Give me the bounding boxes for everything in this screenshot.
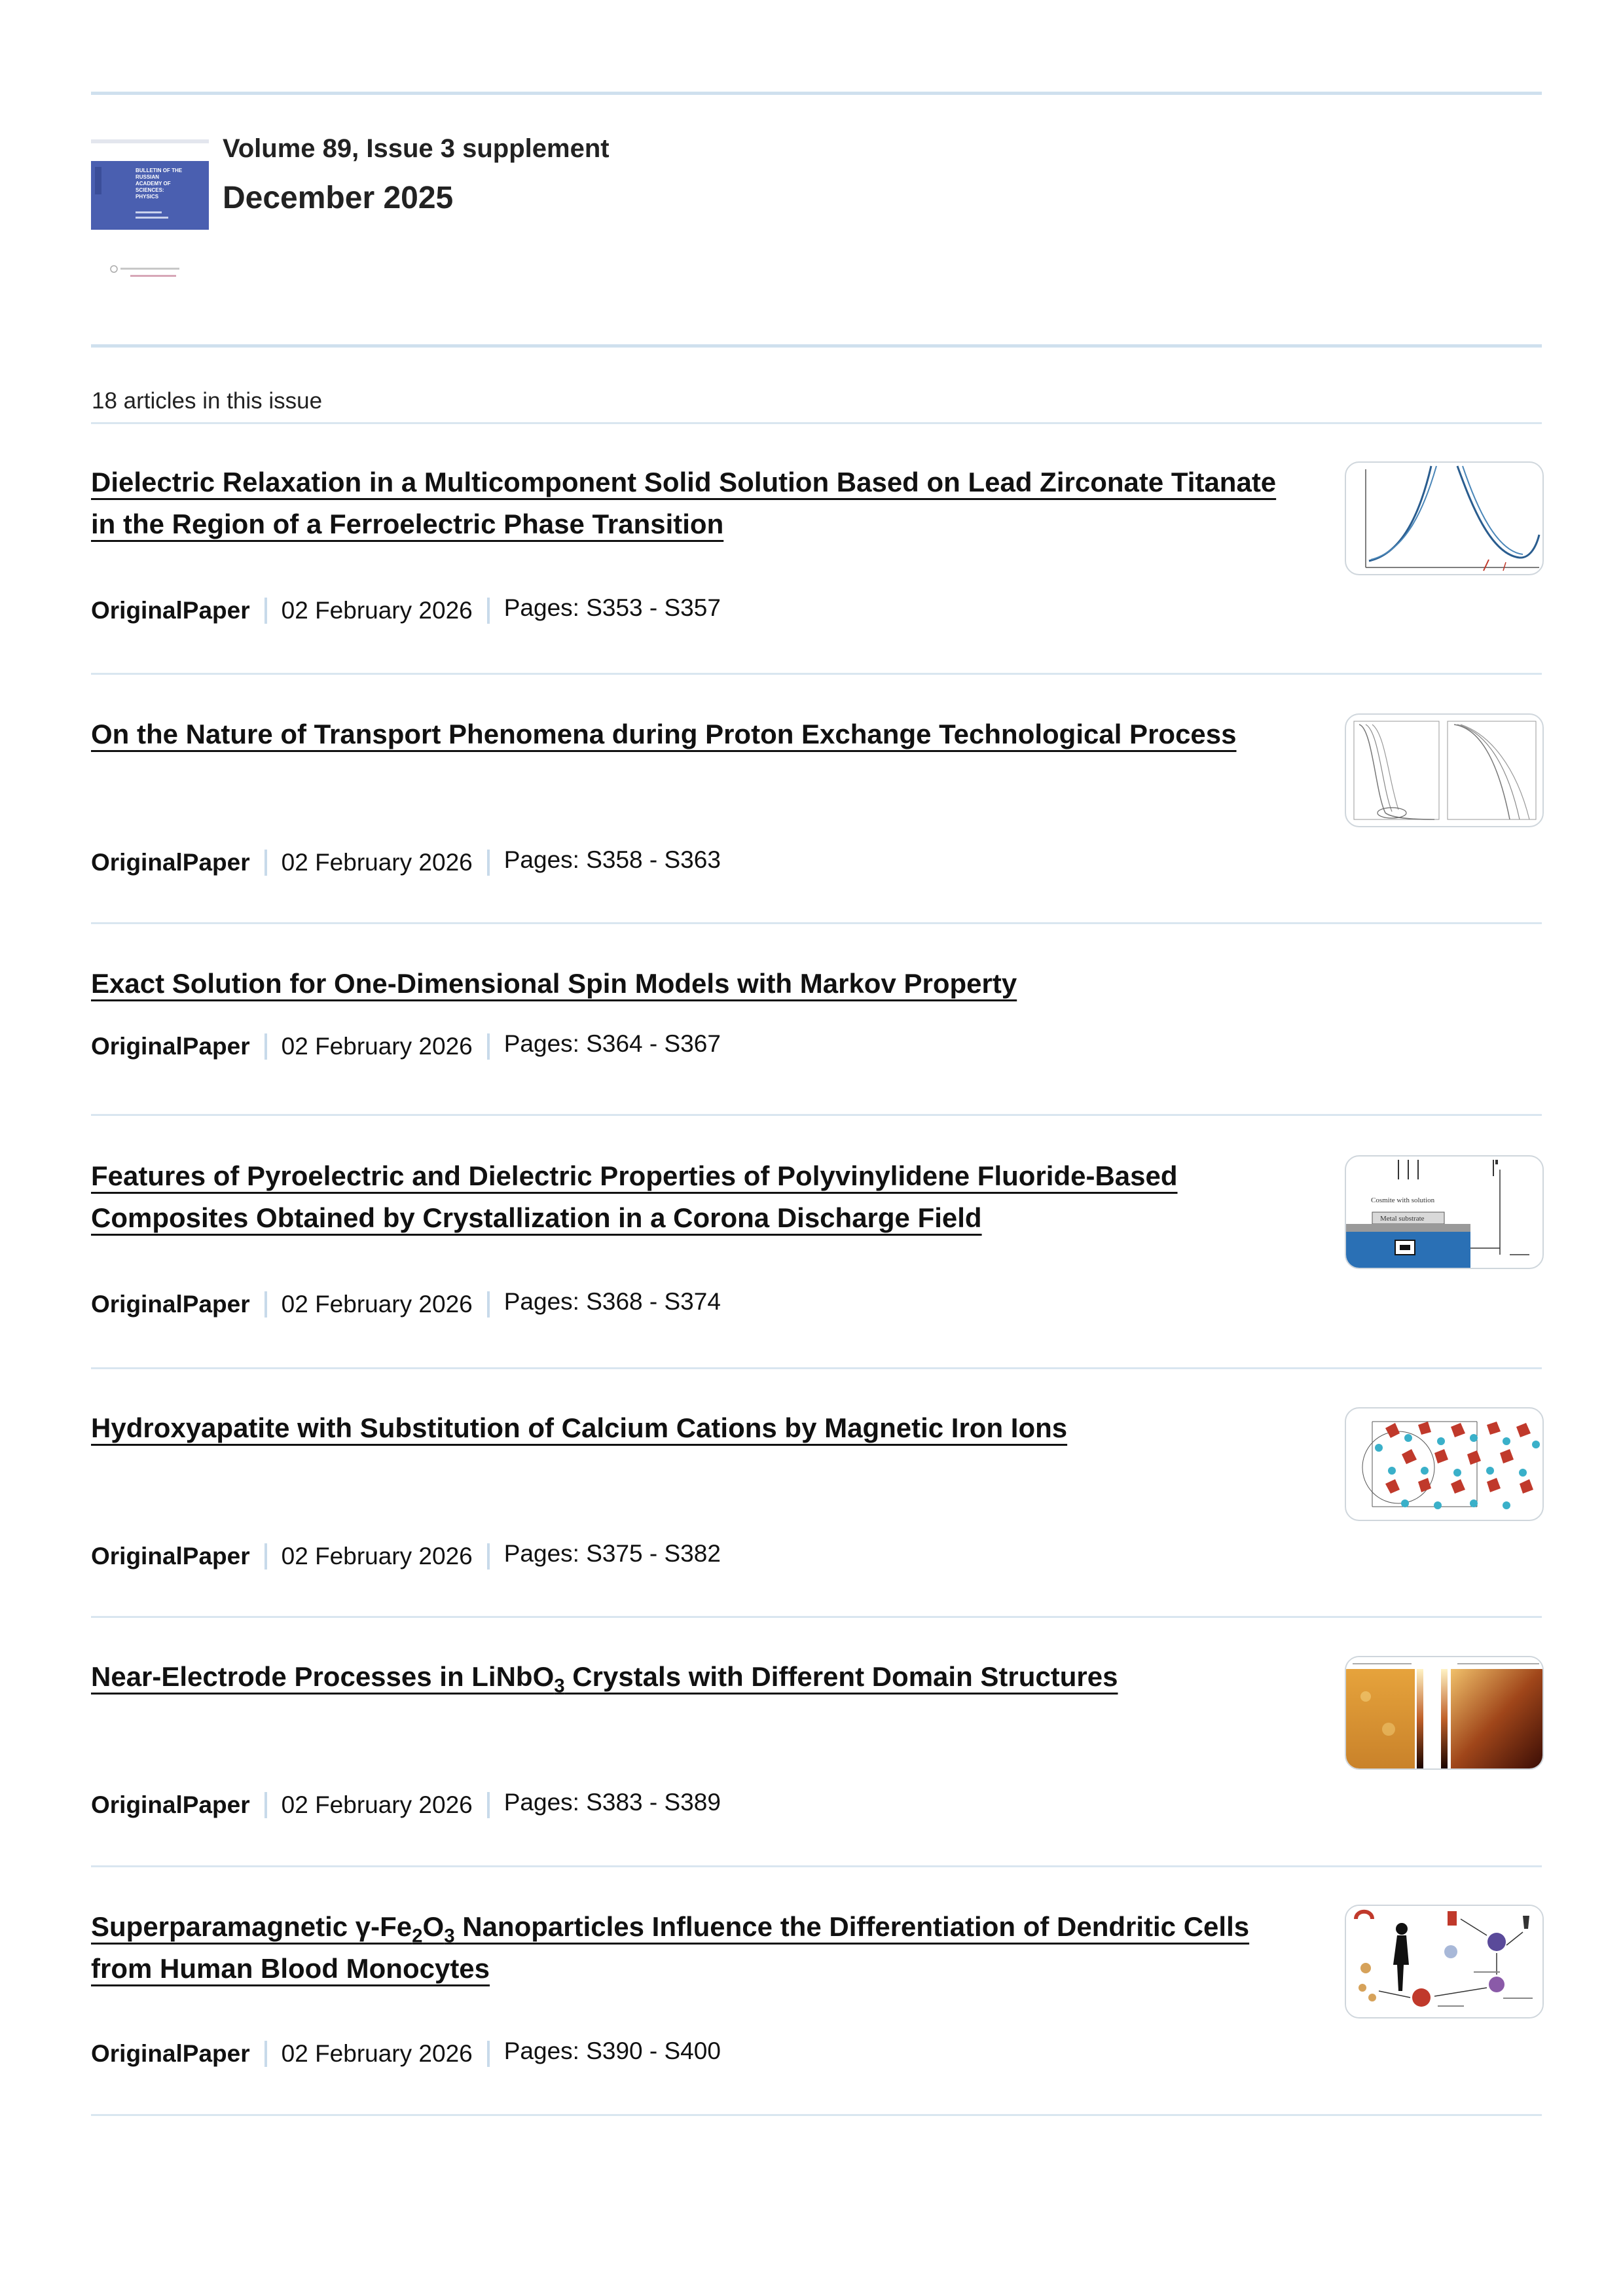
list-divider bbox=[91, 922, 1542, 924]
article-pages: Pages: S364 - S367 bbox=[503, 1030, 721, 1057]
cover-title-line: RUSSIAN bbox=[136, 174, 160, 180]
title-text: Superparamagnetic γ-Fe bbox=[91, 1911, 412, 1942]
article-title-link[interactable]: Features of Pyroelectric and Dielectric Properties of Polyvinylidene Fluoride-Based Composites Obtained by Crystallization in a Corona Discharge Field bbox=[91, 1160, 1178, 1233]
article-title bbox=[91, 1906, 1296, 1990]
article-title-link[interactable] bbox=[91, 1661, 1118, 1697]
list-divider bbox=[91, 1367, 1542, 1369]
article-meta bbox=[91, 1288, 721, 1318]
cover-title-line: SCIENCES: bbox=[136, 187, 164, 193]
title-text: Nanoparticles Influence the Differentiation of Dendritic Cells from Human Blood Monocytes bbox=[91, 1911, 1250, 1984]
article-thumbnail[interactable] bbox=[1345, 1656, 1544, 1770]
meta-separator bbox=[264, 1033, 267, 1060]
article-type: OriginalPaper bbox=[91, 849, 250, 876]
list-divider bbox=[91, 673, 1542, 675]
title-subscript: 2 bbox=[412, 1925, 423, 1947]
article-title bbox=[91, 1407, 1296, 1449]
header-divider bbox=[91, 344, 1542, 348]
list-divider bbox=[91, 1865, 1542, 1867]
article-pages: Pages: S358 - S363 bbox=[503, 846, 721, 873]
meta-separator bbox=[264, 1291, 267, 1318]
meta-separator bbox=[264, 1792, 267, 1818]
title-subscript: 3 bbox=[554, 1675, 565, 1697]
cover-title-line: PHYSICS bbox=[136, 194, 159, 200]
meta-separator bbox=[487, 1033, 490, 1060]
article-pages: Pages: S353 - S357 bbox=[503, 594, 721, 621]
article-thumbnail[interactable] bbox=[1345, 1155, 1544, 1269]
article-meta bbox=[91, 846, 721, 876]
article-title bbox=[91, 461, 1296, 545]
article-pages: Pages: S390 - S400 bbox=[503, 2037, 721, 2064]
article-date: 02 February 2026 bbox=[281, 1033, 473, 1060]
title-text: O bbox=[422, 1911, 445, 1942]
cover-title-line: BULLETIN OF THE bbox=[136, 168, 183, 173]
article-date: 02 February 2026 bbox=[281, 1291, 473, 1318]
article-meta bbox=[91, 2037, 721, 2068]
article-type: OriginalPaper bbox=[91, 597, 250, 624]
title-subscript: 3 bbox=[444, 1925, 455, 1947]
article-title-link[interactable] bbox=[91, 1911, 1249, 1984]
article-meta bbox=[91, 1540, 721, 1570]
meta-separator bbox=[487, 1792, 490, 1818]
article-thumbnail[interactable] bbox=[1345, 713, 1544, 827]
thumb-label: Metal substrate bbox=[1380, 1215, 1425, 1223]
article-title-link[interactable]: Dielectric Relaxation in a Multicomponent Solid Solution Based on Lead Zirconate Titanate in the Region of a Ferroelectric Phase Transition bbox=[91, 467, 1277, 539]
issue-volume: Volume 89, Issue 3 supplement bbox=[223, 134, 610, 163]
article-title bbox=[91, 963, 1296, 1005]
article-title bbox=[91, 1656, 1296, 1698]
article-type: OriginalPaper bbox=[91, 1033, 250, 1060]
meta-separator bbox=[264, 598, 267, 624]
article-type: OriginalPaper bbox=[91, 2040, 250, 2067]
list-divider bbox=[91, 1114, 1542, 1116]
list-divider bbox=[91, 2114, 1542, 2116]
list-divider bbox=[91, 422, 1542, 424]
article-date: 02 February 2026 bbox=[281, 2040, 473, 2067]
article-title bbox=[91, 1155, 1296, 1239]
article-pages: Pages: S375 - S382 bbox=[503, 1540, 721, 1567]
top-divider bbox=[91, 92, 1542, 95]
article-thumbnail[interactable] bbox=[1345, 1905, 1544, 2018]
title-text: Crystals with Different Domain Structures bbox=[564, 1661, 1118, 1692]
article-date: 02 February 2026 bbox=[281, 1791, 473, 1818]
meta-separator bbox=[487, 1291, 490, 1318]
meta-separator bbox=[487, 850, 490, 876]
meta-separator bbox=[487, 598, 490, 624]
article-title-link[interactable]: Hydroxyapatite with Substitution of Calcium Cations by Magnetic Iron Ions bbox=[91, 1412, 1068, 1443]
meta-separator bbox=[487, 1543, 490, 1570]
title-text: Near-Electrode Processes in LiNbO bbox=[91, 1661, 555, 1692]
article-title-link[interactable]: On the Nature of Transport Phenomena during Proton Exchange Technological Process bbox=[91, 719, 1237, 749]
article-thumbnail[interactable] bbox=[1345, 1407, 1544, 1521]
journal-cover-image[interactable] bbox=[91, 139, 209, 287]
meta-separator bbox=[264, 850, 267, 876]
article-date: 02 February 2026 bbox=[281, 1543, 473, 1570]
article-meta bbox=[91, 1791, 721, 1819]
article-type: OriginalPaper bbox=[91, 1791, 250, 1818]
article-date: 02 February 2026 bbox=[281, 597, 473, 624]
article-pages: Pages: S368 - S374 bbox=[503, 1288, 721, 1315]
article-pages: Pages: S383 - S389 bbox=[503, 1789, 721, 1816]
article-title bbox=[91, 713, 1296, 755]
article-meta bbox=[91, 1030, 721, 1060]
cover-title-line: ACADEMY OF bbox=[136, 181, 171, 187]
article-count: 18 articles in this issue bbox=[92, 388, 323, 414]
article-type: OriginalPaper bbox=[91, 1291, 250, 1318]
thumb-label: Cosmite with solution bbox=[1371, 1196, 1435, 1204]
meta-separator bbox=[487, 2041, 490, 2067]
meta-separator bbox=[264, 2041, 267, 2067]
list-divider bbox=[91, 1616, 1542, 1618]
issue-date: December 2025 bbox=[223, 181, 454, 215]
article-meta bbox=[91, 594, 721, 624]
article-title-link[interactable]: Exact Solution for One-Dimensional Spin Models with Markov Property bbox=[91, 968, 1017, 999]
article-type: OriginalPaper bbox=[91, 1543, 250, 1570]
article-thumbnail[interactable] bbox=[1345, 461, 1544, 575]
meta-separator bbox=[264, 1543, 267, 1570]
article-date: 02 February 2026 bbox=[281, 849, 473, 876]
